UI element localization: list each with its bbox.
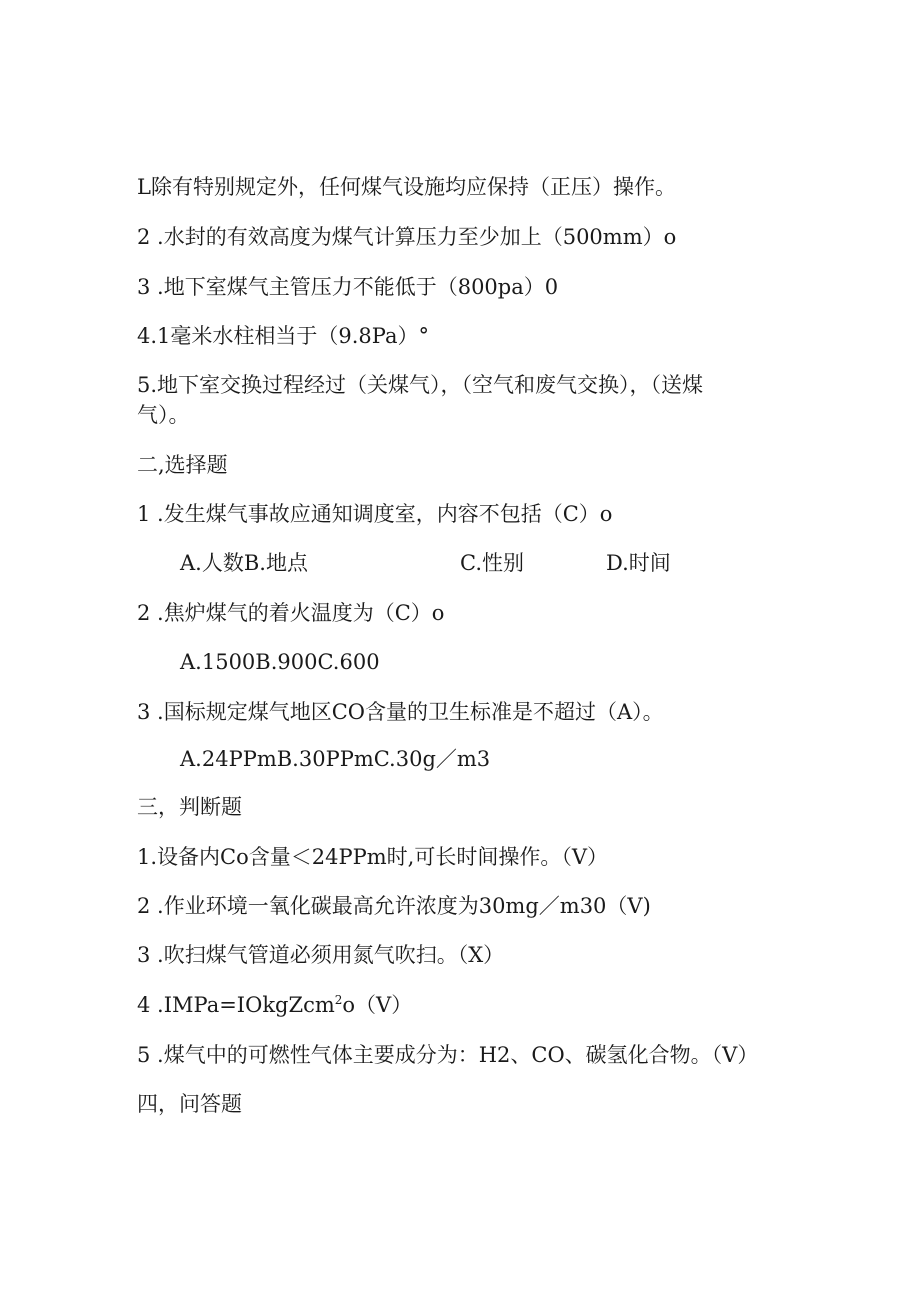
section-heading-judge: 三，判断题 [137, 795, 242, 819]
fill-question-2: 2 .水封的有效高度为煤气计算压力至少加上（500mm）o [137, 225, 677, 249]
section-heading-choice: 二,选择题 [137, 453, 228, 477]
judge-q4-superscript: 2 [334, 993, 343, 1007]
judge-question-2: 2 .作业环境一氧化碳最高允许浓度为30mg／m30（V) [137, 894, 651, 918]
fill-question-1: L除有特别规定外，任何煤气设施均应保持（正压）操作。 [137, 175, 676, 199]
choice-question-2: 2 .焦炉煤气的着火温度为（C）o [137, 601, 445, 625]
judge-question-1: 1.设备内Co含量＜24PPm时,可长时间操作。（V） [137, 845, 608, 869]
section-heading-qa: 四，问答题 [137, 1092, 242, 1116]
judge-question-3: 3 .吹扫煤气管道必须用氮气吹扫。（X） [137, 943, 505, 967]
judge-q4-text: 4 .IMPa=IOkgZcm [137, 993, 335, 1017]
choice-question-3: 3 .国标规定煤气地区CO含量的卫生标准是不超过（A）。 [137, 700, 664, 724]
choice-q1-option-d: D.时间 [606, 551, 671, 575]
judge-q4-answer: o（V） [342, 993, 413, 1017]
fill-question-3: 3 .地下室煤气主管压力不能低于（800pa）0 [137, 275, 559, 299]
judge-question-4 [137, 990, 412, 1020]
judge-question-5: 5 .煤气中的可燃性气体主要成分为：H2、CO、碳氢化合物。（V） [137, 1043, 759, 1067]
choice-q1-option-c: C.性别 [460, 551, 524, 575]
fill-question-4: 4.1毫米水柱相当于（9.8Pa）° [137, 324, 429, 348]
choice-q1-options-ab: A.人数B.地点 [180, 551, 308, 575]
fill-question-5-line-1: 5.地下室交换过程经过（关煤气），（空气和废气交换），（送煤 [137, 373, 704, 397]
choice-question-1: 1 .发生煤气事故应通知调度室，内容不包括（C）o [137, 502, 613, 526]
fill-question-5-line-2: 气）。 [137, 403, 190, 427]
choice-q2-options: A.1500B.900C.600 [180, 650, 380, 674]
choice-q3-options: A.24PPmB.30PPmC.30g／m3 [180, 747, 491, 771]
